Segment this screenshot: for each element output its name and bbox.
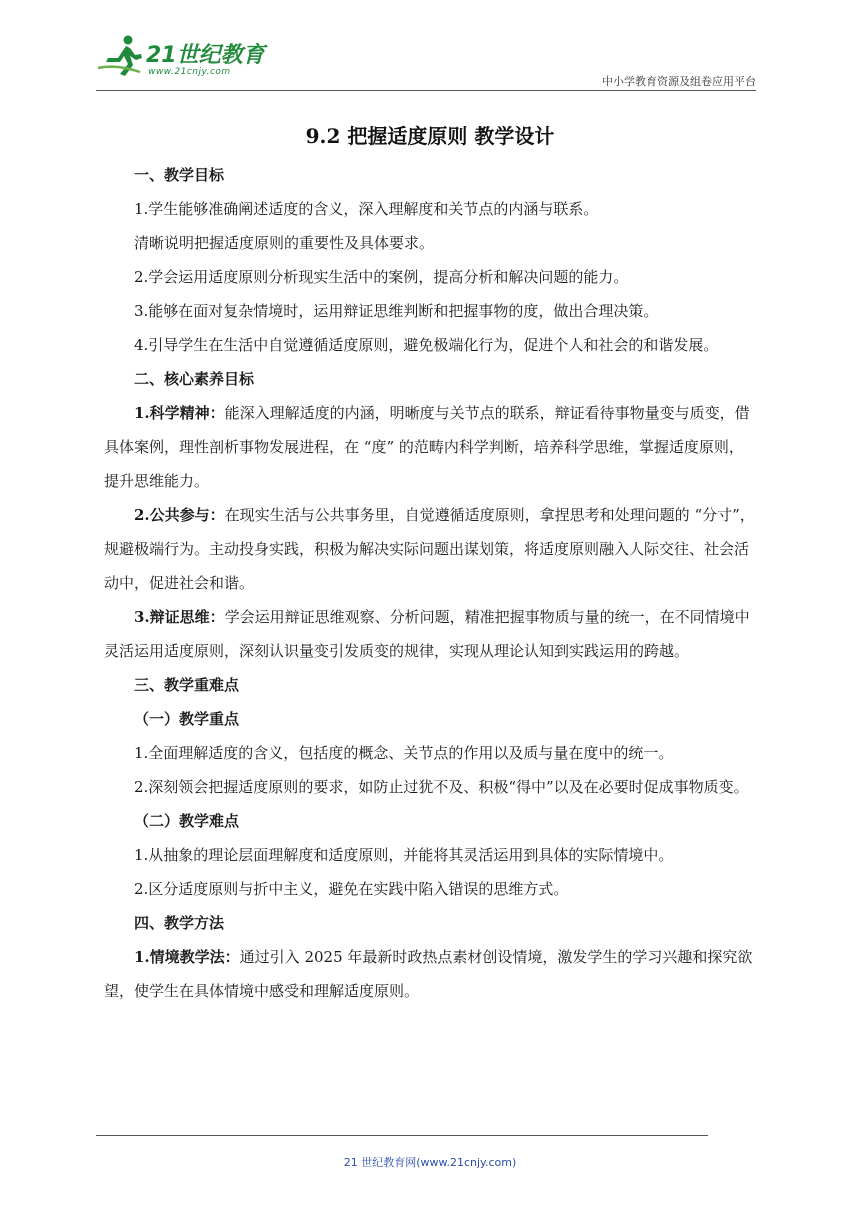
- paragraph: 3.能够在面对复杂情境时，运用辩证思维判断和把握事物的度，做出合理决策。: [134, 302, 659, 320]
- footer-link[interactable]: 21 世纪教育网(www.21cnjy.com): [343, 1156, 517, 1169]
- section-heading: 四、教学方法: [134, 914, 225, 932]
- paragraph-text: 在现实生活与公共事务里，自觉遵循适度原则，拿捏思考和处理问题的 “分寸”，规避极端行为。主动投身实践，积极为解决实际问题出谋划策，将适度原则融入人际交往、社会活动中，促进社会和谐。: [104, 506, 755, 592]
- section-heading: 二、核心素养目标: [134, 370, 255, 388]
- page-header: [96, 30, 756, 92]
- paragraph: 1.学生能够准确阐述适度的含义，深入理解度和关节点的内涵与联系。: [134, 200, 599, 218]
- paragraph-label: 3.辩证思维：: [134, 608, 225, 626]
- subsection-heading: （一）教学重点: [134, 710, 240, 728]
- logo-url: www.21cnjy.com: [148, 67, 231, 77]
- header-divider: [96, 90, 756, 91]
- paragraph: [104, 396, 758, 498]
- section-heading: 三、教学重难点: [134, 676, 240, 694]
- paragraph: 1.全面理解适度的含义，包括度的概念、关节点的作用以及质与量在度中的统一。: [134, 744, 674, 762]
- logo-text: 21世纪教育: [146, 43, 265, 68]
- paragraph: 2.深刻领会把握适度原则的要求，如防止过犹不及、积极“得中”以及在必要时促成事物质变。: [134, 778, 749, 796]
- paragraph: [104, 940, 758, 1008]
- paragraph: [104, 600, 758, 668]
- section-heading: 一、教学目标: [134, 166, 225, 184]
- paragraph: 4.引导学生在生活中自觉遵循适度原则，避免极端化行为，促进个人和社会的和谐发展。: [134, 336, 719, 354]
- paragraph-label: 2.公共参与：: [134, 506, 225, 524]
- paragraph-text: 能深入理解适度的内涵，明晰度与关节点的联系，辩证看待事物量变与质变，借具体案例，理性剖析事物发展进程，在 “度” 的范畴内科学判断，培养科学思维，掌握适度原则，提升思维能力。: [104, 404, 750, 490]
- footer-divider: [96, 1135, 708, 1136]
- page-title: 9.2 把握适度原则 教学设计: [305, 124, 555, 148]
- runner-logo-icon: [96, 34, 148, 80]
- document-body: [104, 158, 758, 1008]
- paragraph: 1.从抽象的理论层面理解度和适度原则，并能将其灵活运用到具体的实际情境中。: [134, 846, 674, 864]
- paragraph-text: 通过引入 2025 年最新时政热点素材创设情境，激发学生的学习兴趣和探究欲望，使学生在具体情境中感受和理解适度原则。: [104, 948, 753, 1000]
- paragraph-text: 学会运用辩证思维观察、分析问题，精准把握事物质与量的统一，在不同情境中灵活运用适度原则，深刻认识量变引发质变的规律，实现从理论认知到实践运用的跨越。: [104, 608, 750, 660]
- platform-name: 中小学教育资源及组卷应用平台: [602, 75, 756, 88]
- paragraph-label: 1.情境教学法：: [134, 948, 240, 966]
- subsection-heading: （二）教学难点: [134, 812, 240, 830]
- logo: [96, 34, 276, 84]
- paragraph: 2.学会运用适度原则分析现实生活中的案例，提高分析和解决问题的能力。: [134, 268, 629, 286]
- paragraph: [104, 498, 758, 600]
- paragraph-label: 1.科学精神：: [134, 404, 225, 422]
- paragraph: 2.区分适度原则与折中主义，避免在实践中陷入错误的思维方式。: [134, 880, 569, 898]
- paragraph: 清晰说明把握适度原则的重要性及具体要求。: [134, 234, 435, 252]
